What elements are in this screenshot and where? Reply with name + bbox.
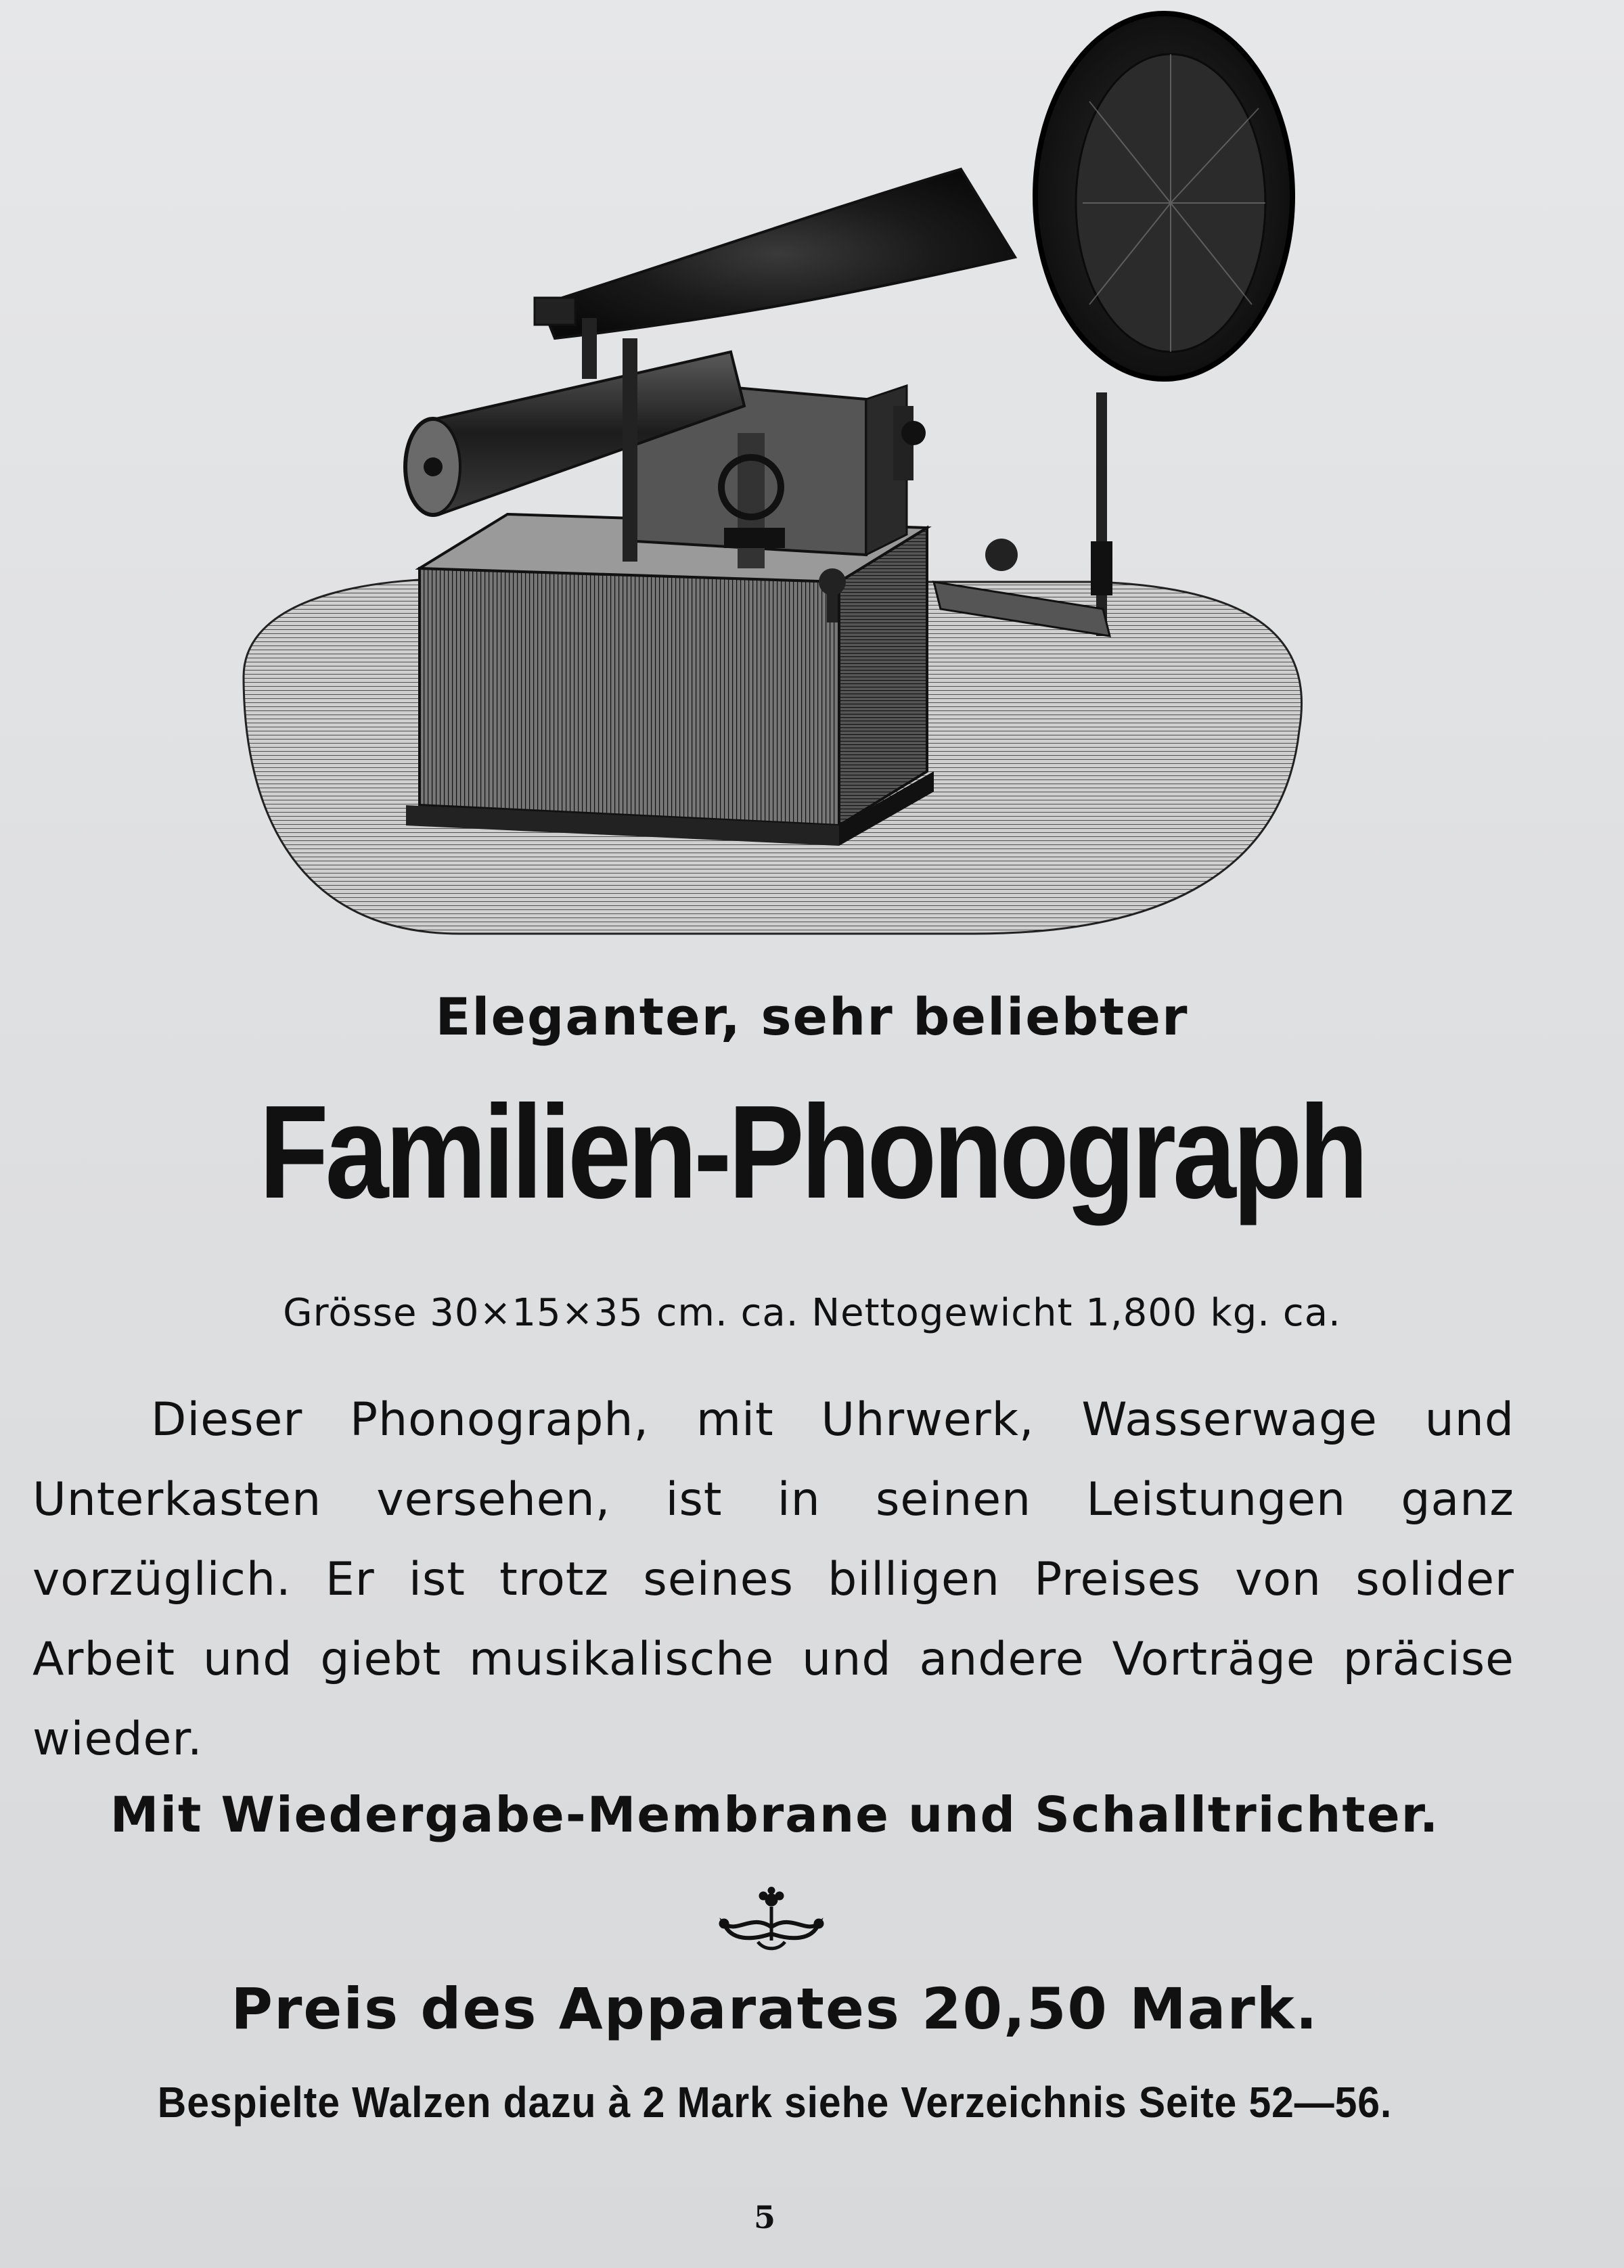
subtitle: Eleganter, sehr beliebter [435,986,1189,1047]
page-number: 5 [753,2199,775,2236]
cylinders-note: Bespielte Walzen dazu à 2 Mark siehe Verzeichnis Seite 52—56. [157,2078,1393,2127]
price-line: Preis des Apparates 20,50 Mark. [231,1976,1319,2042]
floral-ornament-icon [710,1886,832,1954]
phonograph-illustration [217,0,1313,940]
accessories-line: Mit Wiedergabe-Membrane und Schalltrichter. [110,1786,1440,1843]
product-description: Dieser Phonograph, mit Uhrwerk, Wasserwage und Unterkasten versehen, ist in seinen Leistungen ganz vorzüglich. Er ist trotz seines billigen Preises von solider Arbeit und giebt musikalische und andere Vorträge präcise wieder. [32,1393,1514,1766]
page-title: Familien-Phonograph [258,1078,1366,1226]
product-specs: Grösse 30×15×35 cm. ca. Nettogewicht 1,800 kg. ca. [283,1291,1341,1335]
